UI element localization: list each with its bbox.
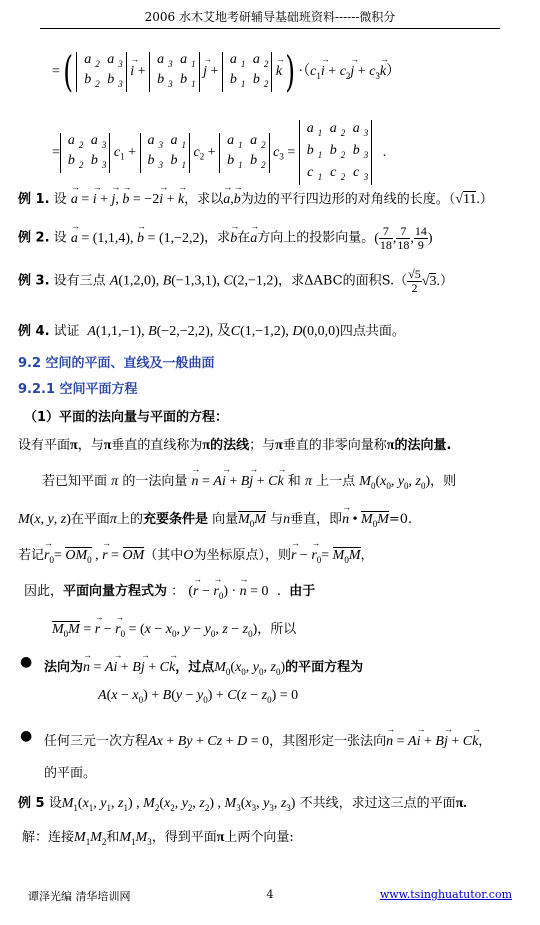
footer-website-link[interactable]: www.tsinghuatutor.com [379, 888, 512, 901]
example-3-text: 设有三点 [53, 273, 106, 289]
example-2-tail: 方向上的投影向量。 [257, 230, 375, 246]
bullet-linear-equation: 任何三元一次方程Ax + By + Cz + D = 0，其图形定一张法向→ n = A→ i + B→ j + C→ k， [44, 730, 491, 750]
section-9-2-1-heading: 9.2.1 空间平面方程 [18, 382, 138, 397]
example-3-tail: ，求ΔABC的面积S.（ [278, 273, 408, 289]
example-2-text: 设 [53, 230, 67, 246]
page-number: 4 [266, 888, 274, 901]
example-2: 例 2. 设 → a = (1,1,4), → b = (1,−2,2)，求→ b在→ a方向上的投影向量。( $\frac{7}{18}$ , $\frac{7}{18}$ , $\frac{14}{9}$ ) [18, 225, 433, 252]
subsection-1-heading: （1）平面的法向量与平面的方程： [24, 410, 229, 425]
example-3: 例 3. 设有三点 A(1,2,0), B(−1,3,1), C(2,−1,2)，求ΔABC的面积S.（ $\frac{√5}{2}$ √3.） [18, 267, 453, 295]
example-2-mid2: 在 [237, 230, 251, 246]
header-text: 2006 水木艾地考研辅导基础班资料------微积分 [144, 10, 396, 24]
bullet-plane-equation: 法向为→ n = A→ i + B→ j + C→ k，过点$M_0(x_0$, $y_0$, $z_0$)的平面方程为 [44, 656, 363, 677]
example-1-label: 例 1. [18, 192, 50, 207]
example-1-tail2: 为边的平行四边形的对角线的长度。（ [240, 192, 456, 207]
example-4-text: 试证 [53, 324, 80, 339]
example-1: 例 1. 设 → a = → i + → j, → b = −2→ i + → k，求以→ a,→ b为边的平行四边形的对角线的长度。（√11.） [18, 188, 493, 208]
section-9-2-heading: 9.2 空间的平面、直线及一般曲面 [18, 356, 215, 371]
example-4-tail: 四点共面。 [339, 324, 405, 339]
footer-author: 谭泽光编 清华培训网 [28, 890, 131, 903]
example-5: 例 5 设$M_1(x_1$, $y_1$, $z_1$) , $M_2(x_2$, $y_2$, $z_2$) , $M_3(x_3$, $y_3$, $z_3$) 不共线，求过这三点的平面π. [18, 796, 467, 813]
example-2-label: 例 2. [18, 230, 50, 246]
example-4-label: 例 4. [18, 324, 50, 339]
bullet-dot-1: ● [20, 654, 33, 670]
example-4: 例 4. 试证 A(1,1,−1), B(−2,−2,2), 及C(1,−1,2), D(0,0,0)四点共面。 [18, 324, 405, 339]
page-header [40, 8, 500, 29]
example-5-label: 例 5 [18, 796, 45, 811]
bullet-dot-2: ● [20, 728, 33, 744]
example-1-tail: ，求以 [184, 192, 224, 207]
solution-line: 解：连接$M_1M_2$和$M_1M_3$，得到平面π上两个向量: [22, 830, 294, 847]
example-1-text: 设 [53, 192, 67, 207]
paragraph-normal-line: 设有平面π，与π垂直的直线称为π的法线；与π垂直的非零向量称π的法向量. [18, 438, 452, 453]
formula-point-normal-plane: $A(x - x_0) + B(y - y_0) + C(z - z_0) = 0$ [98, 688, 299, 705]
paragraph-condition: M(x, y, z)在平面π上的充要条件是 向量$M_0M$ 与n垂直，即→ n • $M_0M=0$. [18, 508, 412, 529]
example-2-mid: ，求 [204, 230, 231, 246]
paragraph-coordinates: $M_0M$ = → r − → $r_0 = (x - x_0$, $y - y_0$, $z - z_0$)，所以 [52, 618, 296, 639]
paragraph-position-vector: 若记→ $r_0= OM_0$ , → r = OM（其中O为坐标原点），则→ r − → $r_0= M_0M$， [18, 544, 374, 565]
formula-cross-product-1: =( a $_2$ a $_3$ b $_2$ b $_3$ → i + a $_3$ a $_1$ b $_3$ b $_1$ → j + a $_1$ a $_2$ b $_1$ b $_2 \to k) \cdot(c_1\to i + c_2\to j + c_3\to k)$ [52, 52, 400, 92]
example-1-answer: 11 [462, 192, 477, 207]
formula-mixed-product: =a $_2$ a $_3$ b $_2$ b $_3$ $c_1 + a$ $_3$ a $_1$ b $_3$ b $_1$ $c_2 + a$ $_1$ a $_2$ b $_1$ b $_2$ $c_3 = a$ $_1$ a $_2$ a $_3$ b $_1$ b $_2$ b $_3$ c $_1$ c $_2$ c $_3$ . [52, 120, 386, 185]
example-3-label: 例 3. [18, 273, 50, 289]
bullet-linear-equation-cont: 的平面。 [44, 766, 97, 781]
page-footer [28, 888, 512, 902]
paragraph-vector-equation: 因此，平面向量方程式为 ： (→ r − → $r_0$) · → n = 0 . 由于 [24, 580, 315, 601]
paragraph-normal-vector: 若已知平面 π 的一法向量 → n = A→ i + B→ j + C→ k 和 π 上一点 $M_0(x_0$, $y_0$, $z_0$)，则 [42, 470, 456, 491]
